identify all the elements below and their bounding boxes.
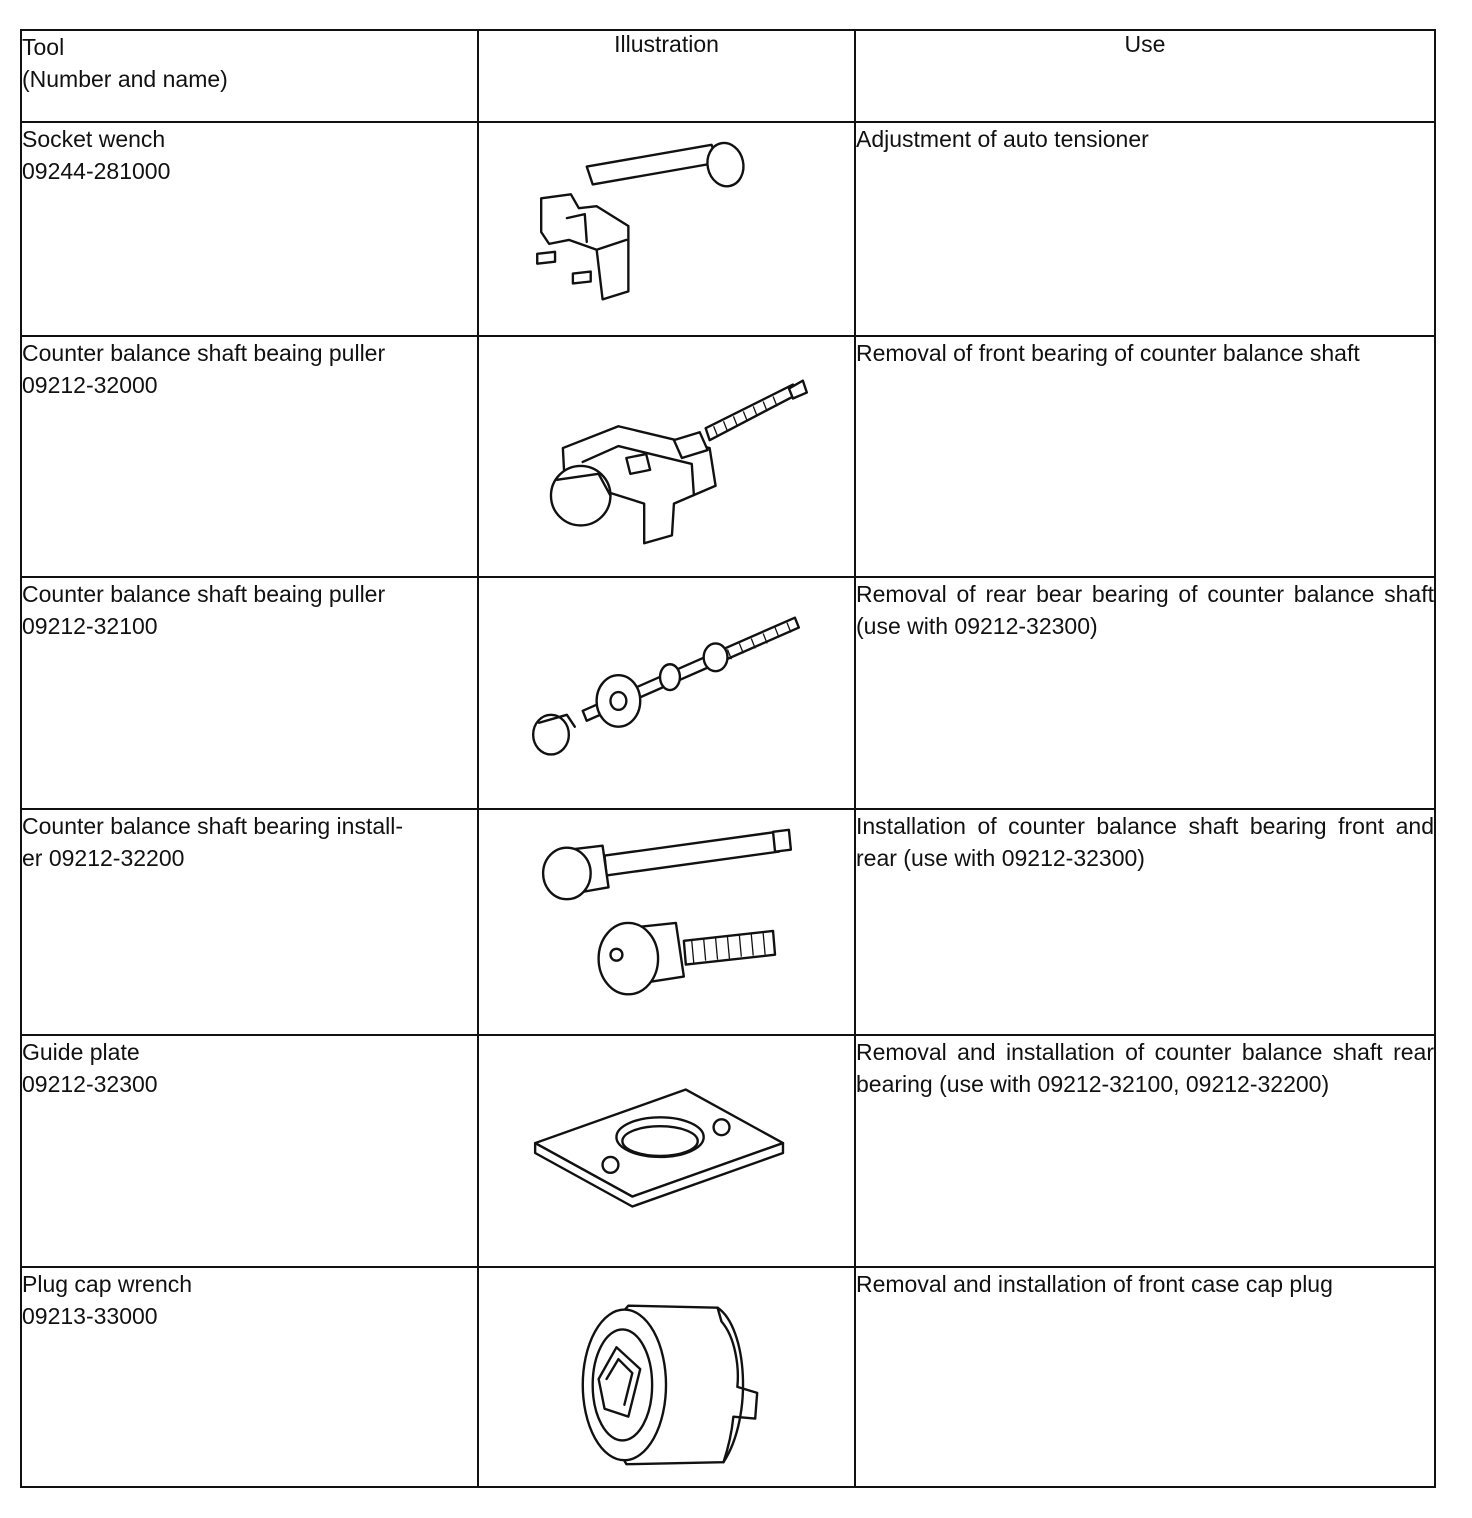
header-use: Use	[855, 30, 1435, 122]
illustration-cell	[478, 336, 855, 577]
tool-use-cell	[855, 1267, 1435, 1487]
tool-number: 09212-32300	[22, 1071, 158, 1097]
tool-number: 09212-32000	[22, 372, 158, 398]
tool-name-cell	[21, 1035, 478, 1267]
tool-use: Removal and installation of front case cap plug	[856, 1271, 1333, 1297]
guide-plate-icon	[479, 1036, 854, 1266]
table-row	[21, 122, 1435, 336]
tool-name: Plug cap wrench	[22, 1271, 193, 1297]
tool-use-cell	[855, 122, 1435, 336]
illustration-cell	[478, 1035, 855, 1267]
tool-name-cell	[21, 577, 478, 809]
illustration-cell	[478, 809, 855, 1035]
bearing-installer-icon	[479, 810, 854, 1034]
tool-name-cell	[21, 336, 478, 577]
tool-name: Guide plate	[22, 1039, 140, 1065]
tool-use-cell	[855, 1035, 1435, 1267]
bearing-puller-front-icon	[479, 337, 854, 576]
tool-use-cell	[855, 336, 1435, 577]
table-row	[21, 336, 1435, 577]
tool-name-cell	[21, 122, 478, 336]
illustration-cell	[478, 1267, 855, 1487]
illustration-cell	[478, 577, 855, 809]
socket-wrench-icon	[479, 123, 854, 335]
table-row	[21, 577, 1435, 809]
header-tool	[21, 30, 478, 122]
tool-name: Counter balance shaft bearing install-	[22, 813, 404, 839]
tool-use: Adjustment of auto tensioner	[856, 126, 1149, 152]
tool-use-cell	[855, 809, 1435, 1035]
table-row	[21, 1267, 1435, 1487]
tool-use: Removal of front bearing of counter balance shaft	[856, 340, 1360, 366]
special-tools-table	[20, 29, 1436, 1488]
tool-use: Removal and installation of counter balance shaft rear bearing (use with 09212-32100, 09212-32200)	[856, 1039, 1434, 1097]
header-illustration: Illustration	[478, 30, 855, 122]
bearing-puller-rear-icon	[479, 578, 854, 808]
tool-name: Counter balance shaft beaing puller	[22, 581, 386, 607]
tool-use: Installation of counter balance shaft bearing front and rear (use with 09212-32300)	[856, 813, 1434, 871]
tool-name-cell	[21, 1267, 478, 1487]
illustration-cell	[478, 122, 855, 336]
tool-number: 09213-33000	[22, 1303, 158, 1329]
header-tool-line2: (Number and name)	[22, 66, 228, 92]
tool-name-cell	[21, 809, 478, 1035]
tool-name: Socket wench	[22, 126, 166, 152]
tool-use-cell	[855, 577, 1435, 809]
tool-number: 09244-281000	[22, 158, 171, 184]
table-header-row	[21, 30, 1435, 122]
table-row	[21, 809, 1435, 1035]
tool-number: 09212-32100	[22, 613, 158, 639]
tool-use: Removal of rear bear bearing of counter balance shaft (use with 09212-32300)	[856, 581, 1434, 639]
tool-name: Counter balance shaft beaing puller	[22, 340, 386, 366]
tool-number: er 09212-32200	[22, 845, 185, 871]
header-tool-line1: Tool	[22, 34, 65, 60]
plug-cap-wrench-icon	[479, 1268, 854, 1486]
table-row	[21, 1035, 1435, 1267]
